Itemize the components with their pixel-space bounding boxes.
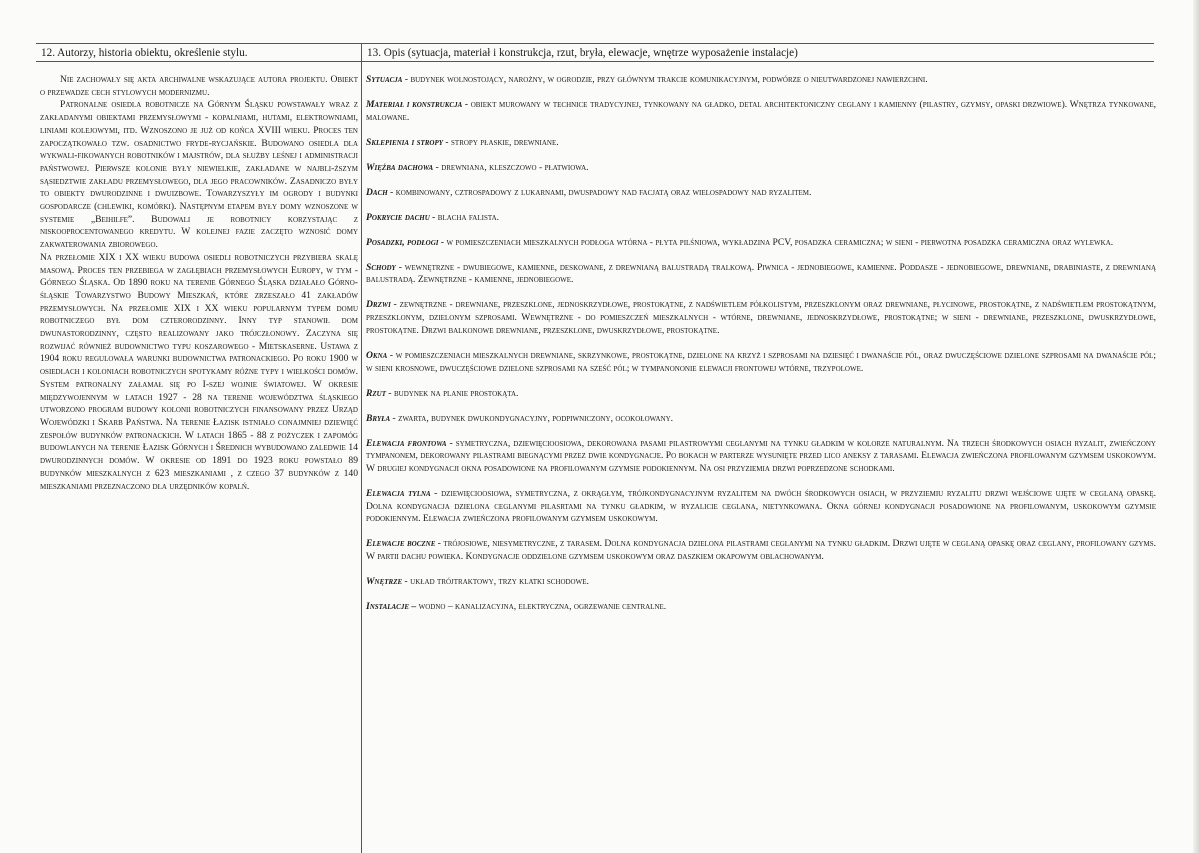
section-label: Elewacje boczne - (366, 538, 441, 550)
section-text: symetryczna, dziewięcioosiowa, dekorowana pasami pilastrowymi ceglanymi na tynku gładkim w kolorze naturalnym. Na trzech środkowych osiach ryzalit, zwieńczony tympanonem, dekorowany pilastrami biegnącymi przez dwie kondygnacje. Po bokach w parterze wysunięte przed lico aneksy z tarasami. Elewacja zwieńczona profilowanym gzymsem uskokowym. W drugiej kondygnacji okna posadowione na profilowanym gzymsie podokiennym. Na osi przyziemia drzwi poprzedzone schodkami. (366, 437, 1156, 474)
section-situation (366, 74, 1156, 87)
top-rule (36, 43, 1154, 44)
section-rear-elevation (366, 488, 1156, 526)
section-material (366, 99, 1156, 124)
section-label: Drzwi - (366, 299, 397, 311)
section-text: blacha falista. (435, 211, 500, 223)
section-text: w pomieszczeniach mieszkalnych podłoga wtórna - płyta pilśniowa, wykładzina PCV, posadzka ceramiczna; w sieni - pierwotna posadzka ceramiczna oraz wylewka. (444, 236, 1114, 248)
history-paragraph: Patronalne osiedla robotnicze na Górnym Śląsku powstawały wraz z zakładanymi obiektami przemysłowymi - kopalniami, hutami, elektrowniami, liniami kolejowymi, itd. Wznoszono je już od końca XVIII wieku. Proces ten zapoczątkowało tzw. osadnictwo fryde-rycjańskie. Budowano osiedla dla wykwali-fikowanych robotników i majstrów, dla służby leśnej i administracji państwowej. Pierwsze kolonie były niewielkie, zakładane w najbli-ższym sąsiedztwie zakładu przemysłowego, dla jego pracowników. Zasadniczo były to obiekty dwurodzinne i dwuizbowe. Towarzyszyły im ogrody i budynki gospodarcze (chlewiki, komórki). Następnym etapem były domy wznoszone w systemie „Beihilfe”. Budowali je robotnicy korzystając z niskooprocentowanego kredytu. W kolejnej fazie zaczęto wznosić domy zakwaterowania zbiorowego. (40, 99, 358, 251)
section-text: budynek wolnostojący, narożny, w ogrodzie, przy głównym trakcie komunikacyjnym, podwórze o nieutwardzonej nawierzchni. (408, 74, 928, 85)
history-paragraph: Nie zachowały się akta archiwalne wskazujące autora projektu. Obiekt o przewadze cech stylowych modernizmu. (40, 74, 358, 98)
section-floors (366, 237, 1156, 250)
section-label: Instalacje – (366, 601, 417, 613)
section-text: kombinowany, cztrospadowy z lukarnami, dwuspadowy nad facjatą oraz wielospadowy nad ryzalitem. (393, 186, 812, 198)
left-column-title: 12. Autorzy, historia obiektu, określenie stylu. (41, 47, 248, 59)
section-label: Dach - (366, 186, 394, 198)
section-text: wodno – kanalizacyjna, elektryczna, ogrzewanie centralne. (416, 601, 667, 613)
section-ceilings (366, 137, 1156, 150)
column-divider (361, 43, 362, 853)
section-label: Wnętrze - (366, 576, 408, 588)
section-roof-truss (366, 162, 1156, 175)
section-stairs (366, 262, 1156, 287)
section-label: Elewacja tylna - (366, 487, 438, 499)
header-rule (36, 61, 1154, 62)
section-installations (366, 601, 1156, 614)
history-paragraph: Na przełomie XIX i XX wieku budowa osiedli robotniczych przybiera skalę masową. Proces ten przebiega w zagłębiach przemysłowych Europy, w tym - Górnego Śląska. Od 1890 roku na terenie Górnego Śląska działało Górno-śląskie Towarzystwo Budowy Mieszkań, które zrzeszało 41 zakładów przemysłowych. Na przełomie XIX i XX wieku popularnym typem domu robotniczego był dom czterorodzinny. Inny typ stanowił dom dwunastorodzinny, często realizowany jako trójczłonowy. Zaczyna się rozwijać również budownictwo typu koszarowego - Mietskaserne. Ustawa z 1904 roku regulowała warunki budownictwa patronackiego. Po roku 1900 w osiedlach i koloniach robotniczych spotykamy różne typy i wielkości domów. System patronalny załamał się po I-szej wojnie światowej. W okresie międzywojennym w latach 1927 - 28 na terenie województwa śląskiego utworzono program budowy kolonii robotniczych finansowany przez Urząd Wojewódzki i Skarb Państwa. Na terenie Łazisk istniało conajmniej dziewięć zespołów budynków patronackich. W latach 1865 - 88 z pożyczek i zapomóg budowlanych na terenie Łazisk Górnych i Średnich wybudowano zaledwie 14 dwurodzinnych domów. W okresie od 1891 do 1923 roku powstało 89 budynków mieszkalnych z 623 mieszkaniami , z czego 37 budynków z 140 mieszkaniami przeznaczono dla urzędników kopalń. (40, 251, 358, 492)
section-label: Sytuacja - (366, 74, 409, 85)
section-text: zwarta, budynek dwukondygnacyjny, podpiwniczony, ocokołowany. (395, 412, 674, 424)
section-front-elevation (366, 438, 1156, 476)
section-text: trójosiowe, niesymetryczne, z tarasem. Dolna kondygnacja dzielona pilastrami ceglanymi na tynku gładkim. Drzwi ujęte w ceglaną opaskę oraz ceglany, profilowany gzyms. W partii dachu powieka. Kondygnacje oddzielone gzymsem uskokowym oraz daszkiem okapowym oblachowanym. (366, 538, 1156, 563)
section-roof (366, 187, 1156, 200)
section-plan (366, 388, 1156, 401)
section-side-elevations (366, 538, 1156, 563)
section-label: Więźba dachowa - (366, 161, 439, 173)
section-text: drewniana, kleszczowo - płatwiowa. (438, 161, 589, 173)
section-label: Rzut - (366, 387, 392, 399)
section-label: Sklepienia i stropy - (366, 136, 449, 148)
section-interior (366, 576, 1156, 589)
scan-edge-shadow (1193, 0, 1199, 853)
right-column-title: 13. Opis (sytuacja, materiał i konstrukcja, rzut, bryła, elewacje, wnętrze wyposażenie instalacje) (367, 47, 798, 59)
section-text: układ trójtraktowy, trzy klatki schodowe. (407, 576, 589, 588)
description-column (366, 74, 1156, 626)
section-text: dziewięcioosiowa, symetryczna, z okrągłym, trójkondygnacyjnym ryzalitem na dwóch środkowych osiach, w przyziemiu ryzalitu drzwi wejściowe ujęte w ceglaną opaskę. Dolna kondygnacja dzielona ceglanymi pilasrtami na tynku gładkim, w ryzalicie ceglana, nietynkowana. Okna górnej kondygnacji posadowione na profilowanym, uskokowym gzymsie podokiennym. Elewacja zwieńczona profilowanym gzymsem uskokowym. (366, 487, 1156, 525)
section-text: wewnętrzne - dwubiegowe, kamienne, deskowane, z drewnianą balustradą tralkową. Piwnica - jednobiegowe, kamienne. Poddasze - jednobiegowe, drewniane, drabiniaste, z drewnianą balustradą. Zewnętrzne - kamienne, jednobiegowe. (366, 261, 1156, 286)
section-text: stropy płaskie, drewniane. (448, 136, 559, 148)
section-windows (366, 350, 1156, 375)
section-label: Pokrycie dachu - (366, 211, 436, 223)
history-column (40, 74, 358, 493)
section-label: Materiał i konstrukcja - (366, 99, 469, 110)
section-roofing (366, 212, 1156, 225)
section-body (366, 413, 1156, 426)
section-label: Posadzki, podłogi - (366, 236, 445, 248)
section-label: Okna - (366, 349, 394, 361)
section-text: zewnętrzne - drewniane, przeszklone, jednoskrzydłowe, prostokątne, z nadświetlem półkolistym, przeszklonym oraz drewniane, płycinowe, prostokątne, z nadświetlem prostokątnym, przeszklonym, dzielonym szprosami. Wewnętrzne - do pomieszczeń mieszkalnych - wtórne, drewniane, jednoskrzydłowe, prostokątne; w sieni - drewniane, przeszklone, dwuskrzydłowe, prostokątne. Drzwi balkonowe drewniane, przeszklone, dwuskrzydłowe, prostokątne. (366, 299, 1156, 336)
section-label: Schody - (366, 261, 402, 273)
section-label: Bryła - (366, 412, 396, 424)
section-text: budynek na planie prostokąta. (391, 387, 519, 399)
section-label: Elewacja frontowa - (366, 437, 453, 449)
section-doors (366, 299, 1156, 337)
section-text: obiekt murowany w technice tradycyjnej, tynkowany na gładko, detal architektoniczny ceglany i kamienny (pilastry, gzymsy, opaski drzwiowe). Wnętrza tynkowane, malowane. (366, 99, 1157, 123)
section-text: w pomieszczeniach mieszkalnych drewniane, skrzynkowe, prostokątne, dzielone na krzyż i szprosami na dziesięć i dwanaście pól, oraz dwuczęściowe dzielone szprosami na dwanaście pól; w sieni krosnowe, dwuczęściowe dzielone szprosami na sześć pól; w tympanononie elewacji frontowej wtórne, trzypolowe. (366, 349, 1156, 374)
